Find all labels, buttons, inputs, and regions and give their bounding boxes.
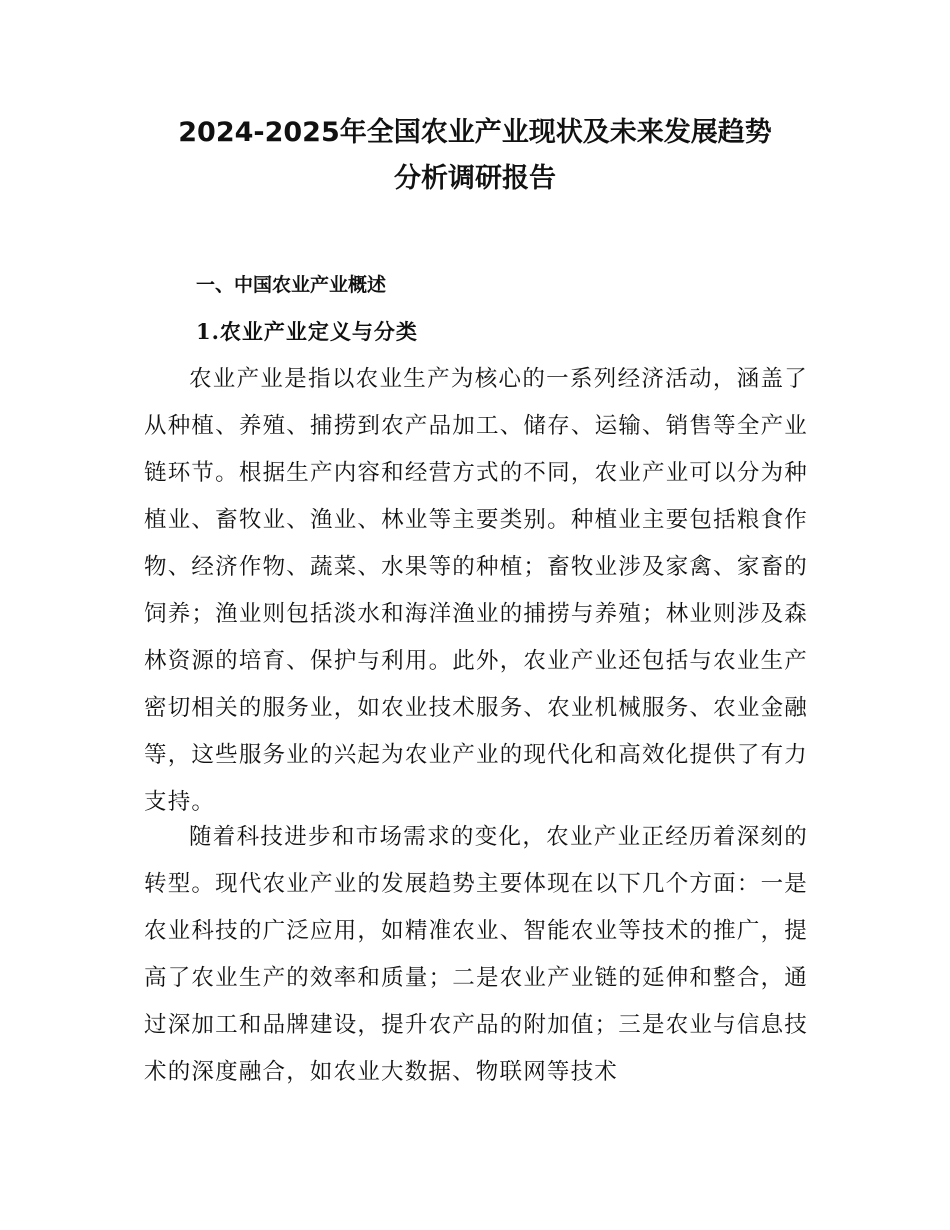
- subsection-heading: 1.农业产业定义与分类: [196, 319, 418, 344]
- body-paragraph: 随着科技进步和市场需求的变化，农业产业正经历着深刻的转型。现代农业产业的发展趋势主要体现在以下几个方面：一是农业科技的广泛应用，如精准农业、智能农业等技术的推广，提高了农业生产的效率和质量；二是农业产业链的延伸和整合，通过深加工和品牌建设，提升农产品的附加值；三是农业与信息技术的深度融合，如农业大数据、物联网等技术: [144, 824, 808, 1085]
- body-paragraph: 农业产业是指以农业生产为核心的一系列经济活动，涵盖了从种植、养殖、捕捞到农产品加工、储存、运输、销售等全产业链环节。根据生产内容和经营方式的不同，农业产业可以分为种植业、畜牧业、渔业、林业等主要类别。种植业主要包括粮食作物、经济作物、蔬菜、水果等的种植；畜牧业涉及家禽、家畜的饲养；渔业则包括淡水和海洋渔业的捕捞与养殖；林业则涉及森林资源的培育、保护与利用。此外，农业产业还包括与农业生产密切相关的服务业，如农业技术服务、农业机械服务、农业金融等，这些服务业的兴起为农业产业的现代化和高效化提供了有力支持。: [144, 366, 808, 815]
- title-line-2: 分析调研报告: [394, 163, 556, 194]
- document-title: [100, 110, 850, 202]
- section-heading: 一、中国农业产业概述: [196, 274, 387, 296]
- title-line-1: 2024-2025年全国农业产业现状及未来发展趋势: [178, 117, 772, 148]
